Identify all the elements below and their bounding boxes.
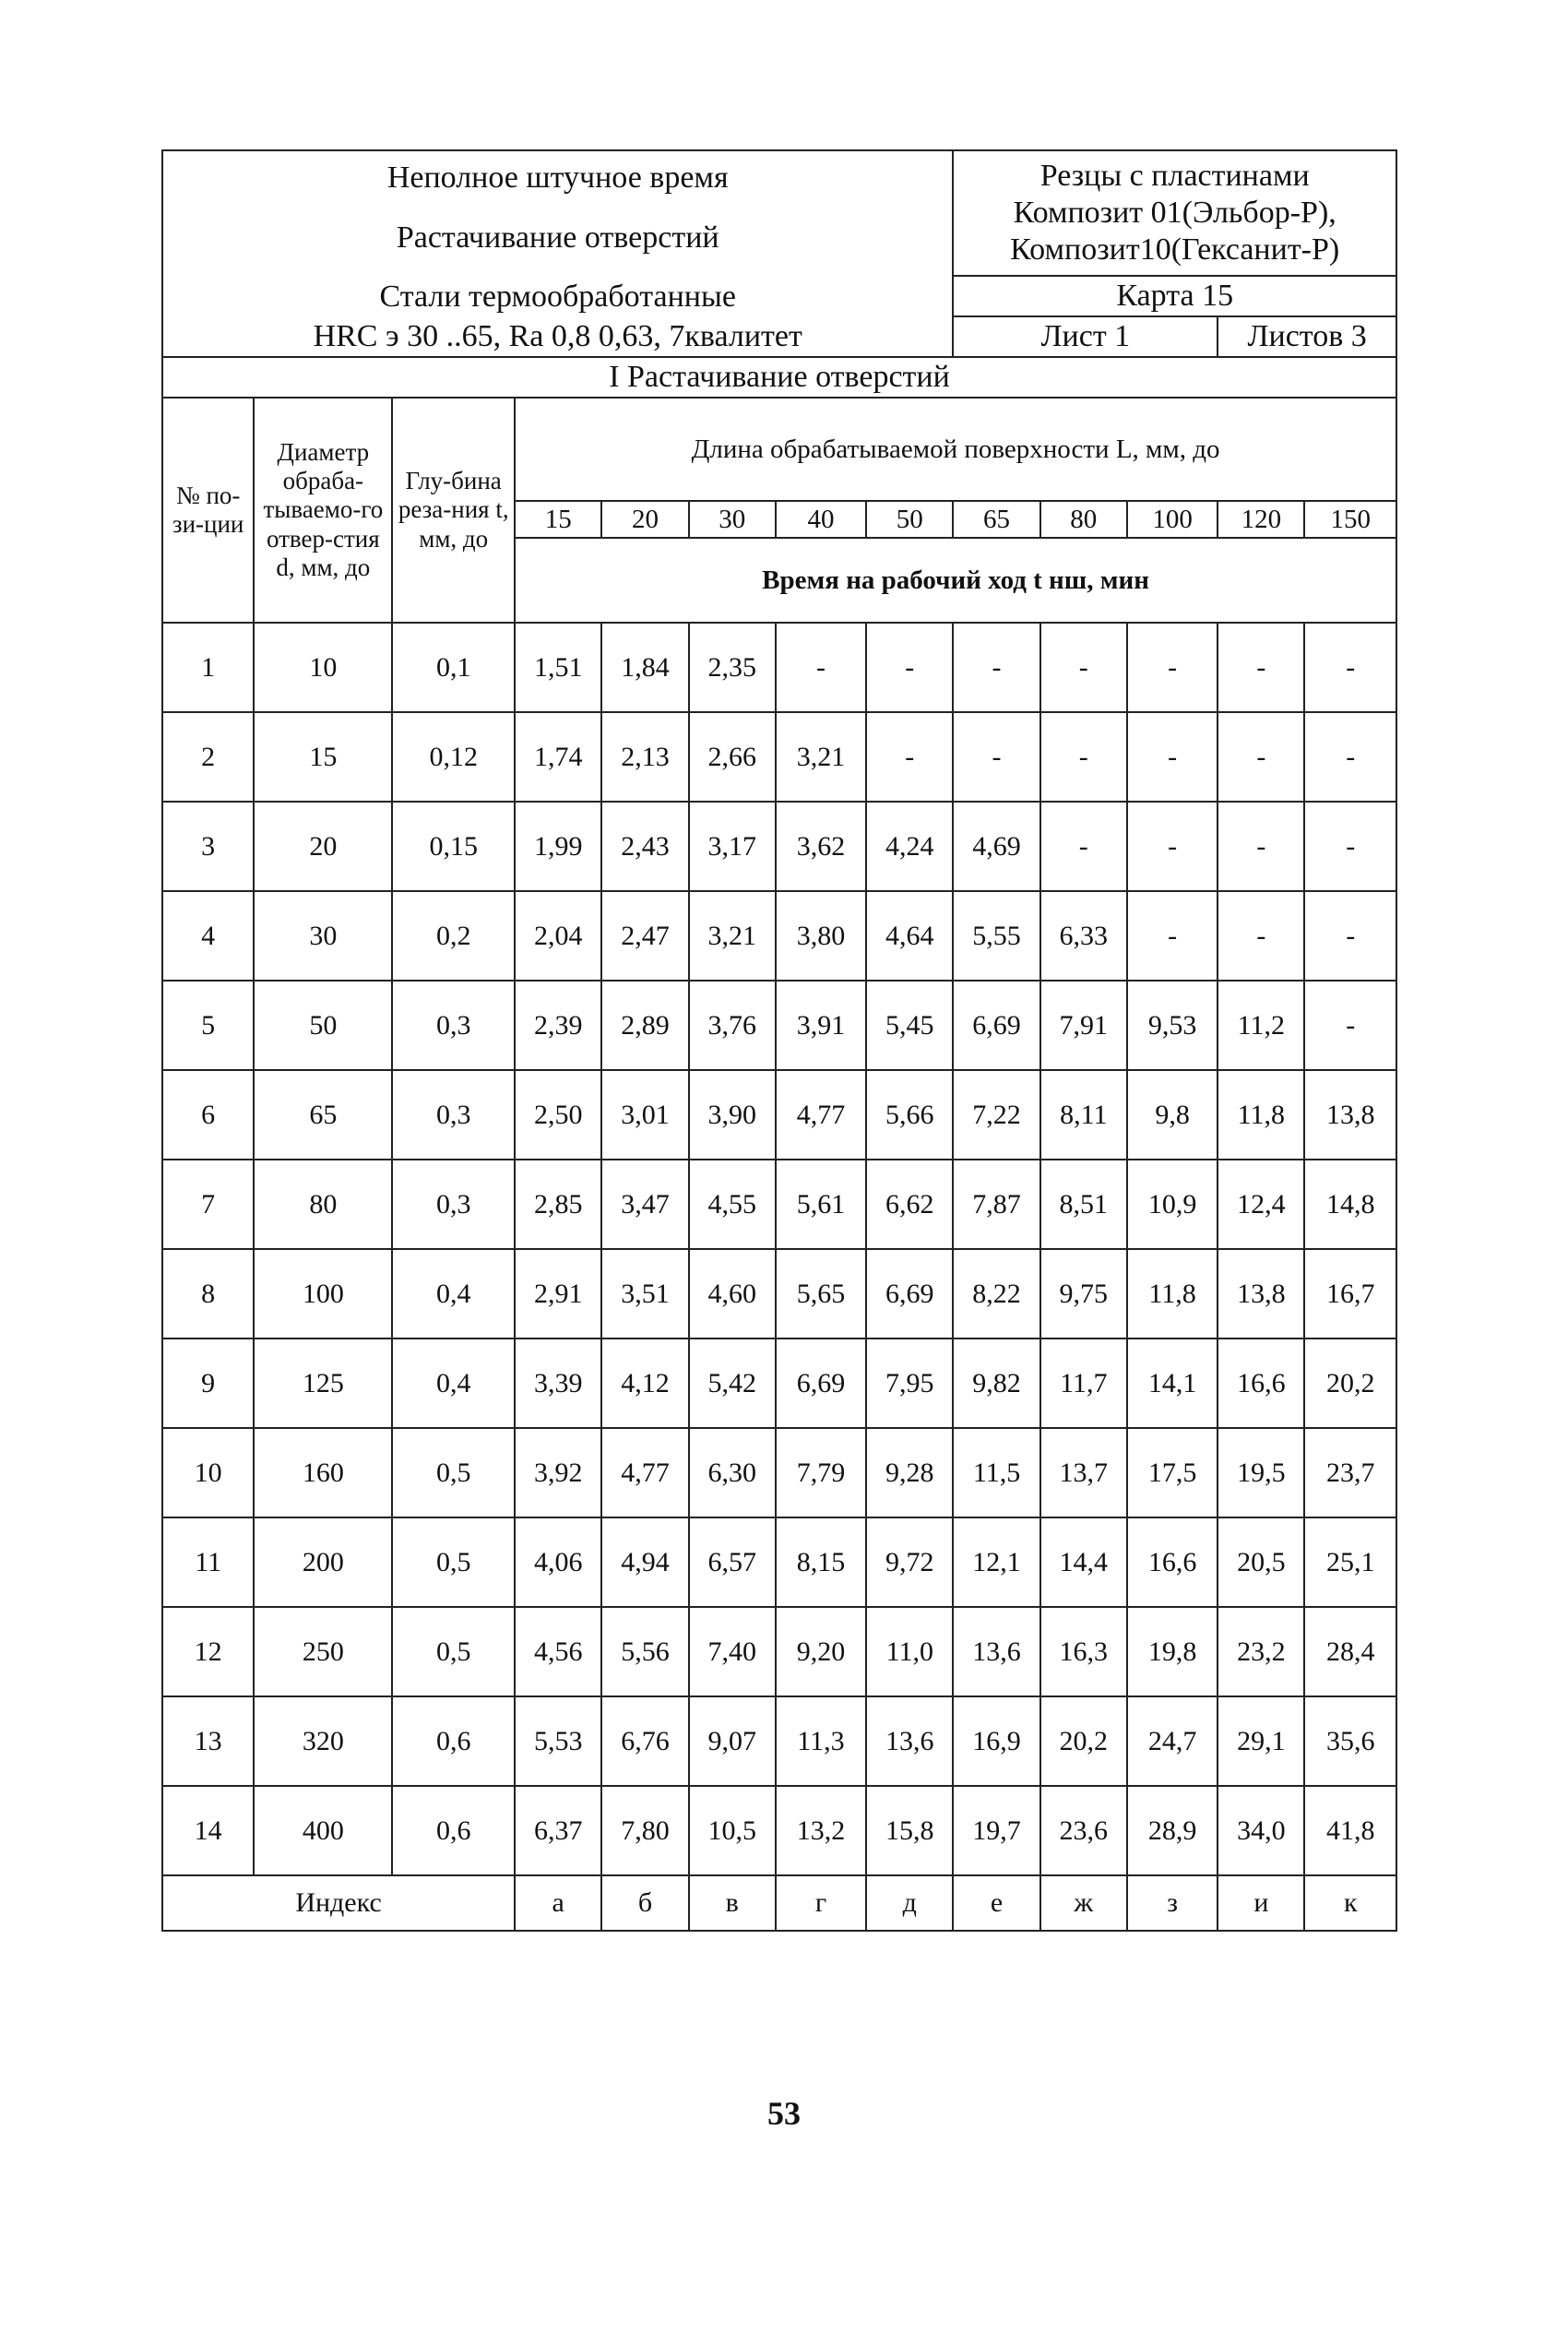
time-cell: 4,77 — [776, 1070, 866, 1160]
diameter-cell: 320 — [254, 1696, 392, 1786]
time-cell: - — [1127, 802, 1218, 891]
time-cell: 2,35 — [689, 623, 776, 712]
index-letter-cell: в — [689, 1875, 776, 1931]
time-cell: 4,12 — [601, 1339, 688, 1428]
table-row — [162, 891, 1396, 981]
table-row — [162, 1696, 1396, 1786]
time-cell: 6,33 — [1040, 891, 1127, 981]
time-cell: 16,6 — [1127, 1517, 1218, 1607]
depth-cell: 0,6 — [392, 1696, 515, 1786]
table-row — [162, 1339, 1396, 1428]
diameter-cell: 400 — [254, 1786, 392, 1875]
time-cell: 28,9 — [1127, 1786, 1218, 1875]
table-row — [162, 981, 1396, 1070]
time-cell: 8,51 — [1040, 1160, 1127, 1249]
diameter-cell: 160 — [254, 1428, 392, 1517]
time-cell: 3,90 — [689, 1070, 776, 1160]
index-letter-cell: к — [1304, 1875, 1396, 1931]
time-cell: 3,92 — [515, 1428, 601, 1517]
time-cell: 2,39 — [515, 981, 601, 1070]
depth-cell: 0,15 — [392, 802, 515, 891]
time-cell: 3,21 — [689, 891, 776, 981]
diameter-cell: 30 — [254, 891, 392, 981]
position-cell: 10 — [162, 1428, 254, 1517]
time-cell: 14,1 — [1127, 1339, 1218, 1428]
table-row — [162, 623, 1396, 712]
index-letter-cell: д — [866, 1875, 953, 1931]
time-cell: 3,62 — [776, 802, 866, 891]
depth-cell: 0,1 — [392, 623, 515, 712]
time-cell: 3,80 — [776, 891, 866, 981]
time-cell: 9,28 — [866, 1428, 953, 1517]
card-number: Карта 15 — [953, 276, 1396, 316]
time-cell: 3,01 — [601, 1070, 688, 1160]
length-header-cell: 120 — [1218, 501, 1304, 538]
time-cell: 7,91 — [1040, 981, 1127, 1070]
time-cell: 5,56 — [601, 1607, 688, 1696]
time-cell: - — [1040, 623, 1127, 712]
sheets-total: Листов 3 — [1218, 316, 1396, 357]
position-cell: 12 — [162, 1607, 254, 1696]
time-cell: 2,47 — [601, 891, 688, 981]
tool-line-3: Композит10(Гексанит-Р) — [1010, 232, 1340, 268]
depth-cell: 0,4 — [392, 1339, 515, 1428]
length-header-cell: 100 — [1127, 501, 1218, 538]
time-cell: 10,5 — [689, 1786, 776, 1875]
time-cell: 14,4 — [1040, 1517, 1127, 1607]
depth-cell: 0,5 — [392, 1428, 515, 1517]
depth-cell: 0,3 — [392, 1070, 515, 1160]
index-letter-cell: ж — [1040, 1875, 1127, 1931]
index-letter-cell: г — [776, 1875, 866, 1931]
position-cell: 8 — [162, 1249, 254, 1339]
time-cell: 16,7 — [1304, 1249, 1396, 1339]
time-cell: 4,94 — [601, 1517, 688, 1607]
time-cell: 6,69 — [776, 1339, 866, 1428]
length-header-cell: 50 — [866, 501, 953, 538]
index-row — [162, 1875, 1396, 1931]
table-row — [162, 1070, 1396, 1160]
time-cell: 3,47 — [601, 1160, 688, 1249]
time-cell: 41,8 — [1304, 1786, 1396, 1875]
position-cell: 7 — [162, 1160, 254, 1249]
time-cell: - — [866, 623, 953, 712]
header-line-2: Растачивание отверстий — [396, 220, 719, 255]
time-cell: - — [1040, 712, 1127, 802]
time-cell: 2,13 — [601, 712, 688, 802]
time-cell: 6,76 — [601, 1696, 688, 1786]
time-cell: 5,45 — [866, 981, 953, 1070]
time-cell: 25,1 — [1304, 1517, 1396, 1607]
time-cell: 1,74 — [515, 712, 601, 802]
depth-cell: 0,3 — [392, 1160, 515, 1249]
position-cell: 14 — [162, 1786, 254, 1875]
time-cell: 4,24 — [866, 802, 953, 891]
time-cell: 5,65 — [776, 1249, 866, 1339]
position-cell: 5 — [162, 981, 254, 1070]
col-header-depth: Глу-бина реза-ния t, мм, до — [392, 398, 515, 623]
time-cell: 1,51 — [515, 623, 601, 712]
depth-cell: 0,12 — [392, 712, 515, 802]
diameter-cell: 125 — [254, 1339, 392, 1428]
time-cell: 6,37 — [515, 1786, 601, 1875]
time-cell: 19,5 — [1218, 1428, 1304, 1517]
table-row — [162, 1249, 1396, 1339]
index-letter-cell: з — [1127, 1875, 1218, 1931]
time-cell: 11,8 — [1218, 1070, 1304, 1160]
header-title-block — [162, 150, 953, 357]
col-header-diameter: Диаметр обраба-тываемо-го отвер-стия d, мм, до — [254, 398, 392, 623]
table-row — [162, 802, 1396, 891]
time-cell: 11,0 — [866, 1607, 953, 1696]
time-cell: 2,89 — [601, 981, 688, 1070]
col-header-position: № по-зи-ции — [162, 398, 254, 623]
time-cell: 13,6 — [866, 1696, 953, 1786]
index-label: Индекс — [162, 1875, 515, 1931]
time-cell: 16,6 — [1218, 1339, 1304, 1428]
time-cell: 13,7 — [1040, 1428, 1127, 1517]
time-cell: 11,5 — [953, 1428, 1039, 1517]
time-cell: 5,53 — [515, 1696, 601, 1786]
time-cell: 6,62 — [866, 1160, 953, 1249]
time-cell: - — [1304, 891, 1396, 981]
time-cell: 6,30 — [689, 1428, 776, 1517]
time-cell: 20,2 — [1304, 1339, 1396, 1428]
time-cell: 28,4 — [1304, 1607, 1396, 1696]
time-cell: 24,7 — [1127, 1696, 1218, 1786]
time-cell: - — [1218, 891, 1304, 981]
time-cell: 9,20 — [776, 1607, 866, 1696]
time-cell: 1,99 — [515, 802, 601, 891]
time-cell: 7,95 — [866, 1339, 953, 1428]
time-cell: 9,8 — [1127, 1070, 1218, 1160]
time-cell: 4,64 — [866, 891, 953, 981]
time-cell: - — [776, 623, 866, 712]
col-header-length-group: Длина обрабатываемой поверхности L, мм, до — [515, 398, 1396, 501]
diameter-cell: 80 — [254, 1160, 392, 1249]
position-cell: 3 — [162, 802, 254, 891]
time-cell: 11,2 — [1218, 981, 1304, 1070]
tool-line-2: Композит 01(Эльбор-Р), — [1013, 195, 1336, 230]
time-cell: 13,6 — [953, 1607, 1039, 1696]
time-cell: 7,80 — [601, 1786, 688, 1875]
time-cell: 4,56 — [515, 1607, 601, 1696]
time-cell: 17,5 — [1127, 1428, 1218, 1517]
position-cell: 2 — [162, 712, 254, 802]
time-cell: 8,22 — [953, 1249, 1039, 1339]
time-cell: 3,91 — [776, 981, 866, 1070]
time-cell: 4,77 — [601, 1428, 688, 1517]
position-cell: 9 — [162, 1339, 254, 1428]
diameter-cell: 100 — [254, 1249, 392, 1339]
time-cell: 2,85 — [515, 1160, 601, 1249]
time-cell: 9,82 — [953, 1339, 1039, 1428]
time-cell: 13,8 — [1218, 1249, 1304, 1339]
depth-cell: 0,5 — [392, 1517, 515, 1607]
time-cell: 29,1 — [1218, 1696, 1304, 1786]
time-cell: 3,76 — [689, 981, 776, 1070]
time-cell: - — [1218, 802, 1304, 891]
col-header-time-group: Время на рабочий ход t нш, мин — [515, 538, 1396, 623]
sheet-number: Лист 1 — [953, 316, 1218, 357]
time-cell: 4,60 — [689, 1249, 776, 1339]
time-cell: 9,72 — [866, 1517, 953, 1607]
time-cell: 19,7 — [953, 1786, 1039, 1875]
time-cell: 5,55 — [953, 891, 1039, 981]
index-letter-cell: и — [1218, 1875, 1304, 1931]
header-line-3: Стали термообработанные — [379, 280, 736, 314]
time-cell: 20,2 — [1040, 1696, 1127, 1786]
time-cell: 4,55 — [689, 1160, 776, 1249]
length-header-cell: 20 — [601, 501, 688, 538]
norm-table — [161, 149, 1397, 1932]
time-cell: 2,04 — [515, 891, 601, 981]
time-cell: 3,21 — [776, 712, 866, 802]
time-cell: 6,69 — [953, 981, 1039, 1070]
time-cell: - — [1304, 623, 1396, 712]
time-cell: 5,66 — [866, 1070, 953, 1160]
time-cell: 23,6 — [1040, 1786, 1127, 1875]
position-cell: 6 — [162, 1070, 254, 1160]
time-cell: 4,69 — [953, 802, 1039, 891]
time-cell: 7,79 — [776, 1428, 866, 1517]
diameter-cell: 15 — [254, 712, 392, 802]
time-cell: - — [1127, 891, 1218, 981]
time-cell: 11,3 — [776, 1696, 866, 1786]
time-cell: 6,69 — [866, 1249, 953, 1339]
depth-cell: 0,3 — [392, 981, 515, 1070]
page-number: 53 — [767, 2095, 801, 2132]
depth-cell: 0,4 — [392, 1249, 515, 1339]
time-cell: 9,53 — [1127, 981, 1218, 1070]
tool-line-1: Резцы с пластинами — [1039, 158, 1310, 193]
time-cell: 13,2 — [776, 1786, 866, 1875]
length-header-cell: 30 — [689, 501, 776, 538]
time-cell: - — [866, 712, 953, 802]
time-cell: 2,50 — [515, 1070, 601, 1160]
time-cell: 7,22 — [953, 1070, 1039, 1160]
diameter-cell: 200 — [254, 1517, 392, 1607]
time-cell: - — [1127, 712, 1218, 802]
time-cell: 16,3 — [1040, 1607, 1127, 1696]
time-cell: 11,8 — [1127, 1249, 1218, 1339]
time-cell: 23,7 — [1304, 1428, 1396, 1517]
time-cell: 8,11 — [1040, 1070, 1127, 1160]
time-cell: 9,75 — [1040, 1249, 1127, 1339]
position-cell: 11 — [162, 1517, 254, 1607]
depth-cell: 0,6 — [392, 1786, 515, 1875]
time-cell: 12,1 — [953, 1517, 1039, 1607]
table-row — [162, 1428, 1396, 1517]
time-cell: 2,66 — [689, 712, 776, 802]
time-cell: 34,0 — [1218, 1786, 1304, 1875]
tool-block — [953, 150, 1396, 276]
header-line-1: Неполное штучное время — [386, 161, 729, 195]
time-cell: 12,4 — [1218, 1160, 1304, 1249]
diameter-cell: 20 — [254, 802, 392, 891]
time-cell: 2,91 — [515, 1249, 601, 1339]
time-cell: 9,07 — [689, 1696, 776, 1786]
diameter-cell: 50 — [254, 981, 392, 1070]
norm-card — [161, 149, 1397, 1932]
table-row — [162, 1786, 1396, 1875]
time-cell: - — [1127, 623, 1218, 712]
time-cell: 1,84 — [601, 623, 688, 712]
time-cell: 5,42 — [689, 1339, 776, 1428]
time-cell: 11,7 — [1040, 1339, 1127, 1428]
position-cell: 13 — [162, 1696, 254, 1786]
section-title: I Растачивание отверстий — [162, 357, 1396, 398]
table-row — [162, 1607, 1396, 1696]
index-letter-cell: б — [601, 1875, 688, 1931]
length-header-cell: 40 — [776, 501, 866, 538]
header-line-4: HRC э 30 ..65, Ra 0,8 0,63, 7квалитет — [313, 318, 802, 353]
depth-cell: 0,5 — [392, 1607, 515, 1696]
time-cell: 7,40 — [689, 1607, 776, 1696]
time-cell: 16,9 — [953, 1696, 1039, 1786]
time-cell: 8,15 — [776, 1517, 866, 1607]
time-cell: 15,8 — [866, 1786, 953, 1875]
time-cell: 2,43 — [601, 802, 688, 891]
index-letter-cell: е — [953, 1875, 1039, 1931]
time-cell: 23,2 — [1218, 1607, 1304, 1696]
time-cell: - — [1218, 712, 1304, 802]
time-cell: 10,9 — [1127, 1160, 1218, 1249]
time-cell: 14,8 — [1304, 1160, 1396, 1249]
position-cell: 4 — [162, 891, 254, 981]
time-cell: - — [953, 623, 1039, 712]
time-cell: - — [953, 712, 1039, 802]
time-cell: - — [1304, 712, 1396, 802]
time-cell: - — [1304, 802, 1396, 891]
time-cell: 6,57 — [689, 1517, 776, 1607]
diameter-cell: 250 — [254, 1607, 392, 1696]
position-cell: 1 — [162, 623, 254, 712]
diameter-cell: 65 — [254, 1070, 392, 1160]
table-row — [162, 712, 1396, 802]
time-cell: 5,61 — [776, 1160, 866, 1249]
time-cell: 35,6 — [1304, 1696, 1396, 1786]
table-row — [162, 1517, 1396, 1607]
time-cell: 3,39 — [515, 1339, 601, 1428]
time-cell: 4,06 — [515, 1517, 601, 1607]
time-cell: - — [1218, 623, 1304, 712]
time-cell: - — [1040, 802, 1127, 891]
time-cell: 13,8 — [1304, 1070, 1396, 1160]
time-cell: 20,5 — [1218, 1517, 1304, 1607]
length-header-cell: 65 — [953, 501, 1039, 538]
time-cell: 7,87 — [953, 1160, 1039, 1249]
time-cell: 19,8 — [1127, 1607, 1218, 1696]
time-cell: 3,17 — [689, 802, 776, 891]
diameter-cell: 10 — [254, 623, 392, 712]
length-header-cell: 15 — [515, 501, 601, 538]
data-rows — [162, 623, 1396, 1875]
table-row — [162, 1160, 1396, 1249]
time-cell: 3,51 — [601, 1249, 688, 1339]
time-cell: - — [1304, 981, 1396, 1070]
depth-cell: 0,2 — [392, 891, 515, 981]
index-letter-cell: а — [515, 1875, 601, 1931]
length-header-cell: 150 — [1304, 501, 1396, 538]
length-header-cell: 80 — [1040, 501, 1127, 538]
